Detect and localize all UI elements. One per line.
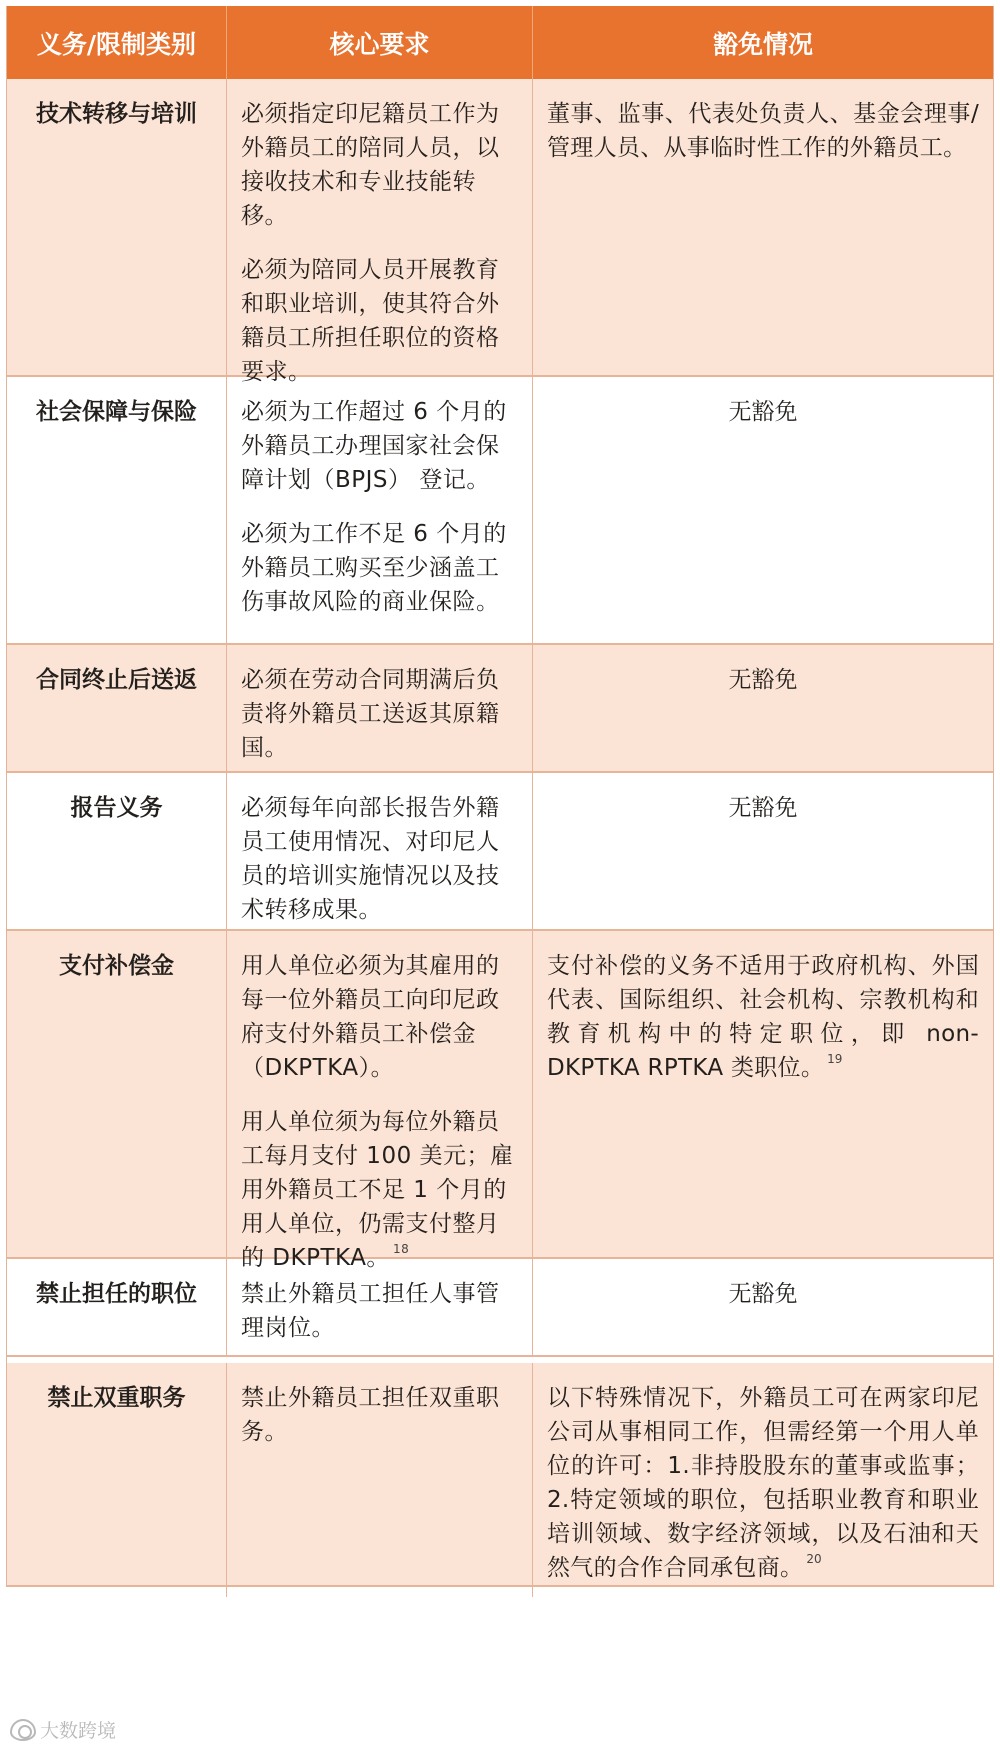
exemption-cell [533, 773, 993, 939]
exemption-cell [533, 1259, 993, 1357]
requirements-cell [227, 773, 533, 939]
exemption-text: 无豁免 [728, 399, 798, 425]
watermark [10, 1716, 116, 1743]
requirement-text [241, 1105, 518, 1275]
exemption-cell [533, 931, 993, 1287]
table-row [7, 931, 993, 1271]
requirement-text: 必须每年向部长报告外籍员工使用情况、对印尼人员的培训实施情况以及技术转移成果。 [241, 795, 500, 923]
requirements-cell [227, 645, 533, 777]
requirements-cell [227, 1259, 533, 1357]
requirements-cell [227, 931, 533, 1287]
exemption-text: 董事、监事、代表处负责人、基金会理事/管理人员、从事临时性工作的外籍员工。 [547, 101, 979, 161]
requirement-text: 禁止外籍员工担任双重职务。 [241, 1385, 500, 1445]
category-cell: 禁止双重职务 [7, 1363, 227, 1597]
exemption-text: 以下特殊情况下，外籍员工可在两家印尼公司从事相同工作，但需经第一个用人单位的许可：1.非持股股东的董事或监事；2.特定领域的职位，包括职业教育和职业培训领域、数字经济领域，以及石油和天然气的合作合同承包商。 [547, 1385, 979, 1581]
footnote-marker: 19 [827, 1052, 843, 1066]
exemption-text: 无豁免 [728, 795, 798, 821]
requirement-text: 必须为工作不足 6 个月的外籍员工购买至少涵盖工伤事故风险的商业保险。 [241, 521, 507, 615]
category-cell: 技术转移与培训 [7, 79, 227, 401]
table-row [7, 377, 993, 645]
requirements-cell [227, 377, 533, 643]
table-row [7, 773, 993, 931]
header-category: 义务/限制类别 [7, 6, 227, 79]
exemption-text: 支付补偿的义务不适用于政府机构、外国代表、国际组织、社会机构、宗教机构和教育机构中的特定职位，即 non-DKPTKA RPTKA 类职位。 [547, 953, 979, 1081]
category-cell: 社会保障与保险 [7, 377, 227, 643]
requirement-text: 必须指定印尼籍员工作为外籍员工的陪同人员，以接收技术和专业技能转移。 [241, 101, 500, 229]
requirement-text: 必须在劳动合同期满后负责将外籍员工送返其原籍国。 [241, 667, 500, 761]
category-cell: 禁止担任的职位 [7, 1259, 227, 1357]
footnote-marker: 18 [392, 1242, 410, 1256]
exemption-cell [533, 79, 993, 401]
exemption-text: 无豁免 [728, 1281, 798, 1307]
category-cell: 报告义务 [7, 773, 227, 939]
exemption-text: 无豁免 [728, 667, 798, 693]
table-header [7, 6, 993, 79]
brand-logo-icon [10, 1719, 36, 1741]
watermark-text: 大数跨境 [40, 1720, 117, 1742]
requirement-text: 用人单位必须为其雇用的每一位外籍员工向印尼政府支付外籍员工补偿金（DKPTKA）。 [241, 953, 500, 1081]
table-row [7, 79, 993, 385]
requirement-text: 禁止外籍员工担任人事管理岗位。 [241, 1281, 500, 1341]
exemption-cell [533, 377, 993, 643]
category-cell: 合同终止后送返 [7, 645, 227, 777]
exemption-cell [533, 645, 993, 777]
table-row [7, 1357, 993, 1587]
requirement-text-body: 用人单位须为每位外籍员工每月支付 100 美元；雇用外籍员工不足 1 个月的用人单位，仍需支付整月的 DKPTKA。 [241, 1109, 514, 1271]
requirement-text: 必须为工作超过 6 个月的外籍员工办理国家社会保障计划（BPJS） 登记。 [241, 399, 507, 493]
header-requirements: 核心要求 [227, 6, 533, 79]
footnote-marker: 20 [806, 1552, 822, 1566]
header-exemptions: 豁免情况 [712, 29, 813, 59]
requirement-text: 必须为陪同人员开展教育和职业培训，使其符合外籍员工所担任职位的资格要求。 [241, 257, 500, 385]
obligations-table [6, 6, 994, 1587]
requirements-cell [227, 79, 533, 401]
category-cell: 支付补偿金 [7, 931, 227, 1287]
requirements-cell [227, 1363, 533, 1597]
table-row [7, 1259, 993, 1357]
exemption-cell [533, 1363, 993, 1597]
table-row [7, 645, 993, 773]
